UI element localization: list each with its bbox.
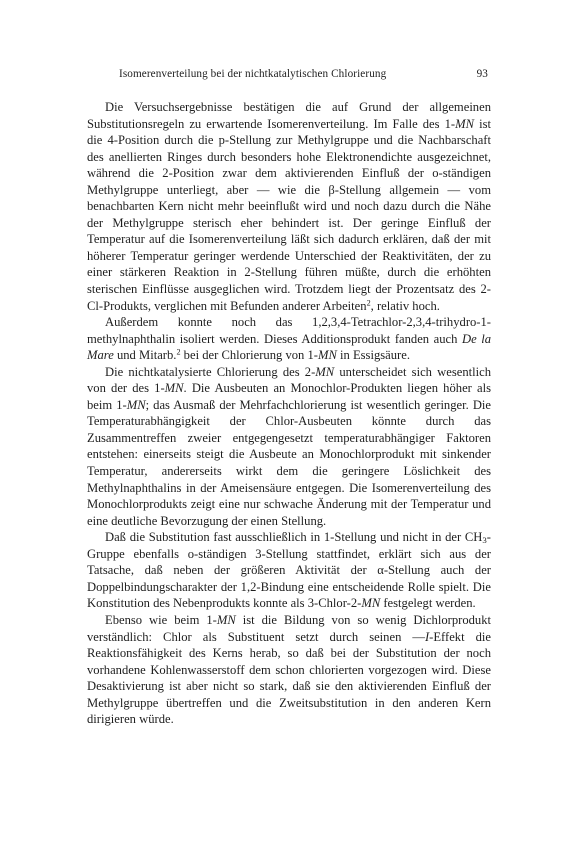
running-header <box>87 68 488 80</box>
text-run: Daß die Substitution fast ausschließlich in 1-Stellung und nicht in der CH <box>105 530 483 545</box>
paragraph <box>87 314 491 364</box>
text-run: ist die 4-Position durch die p-Stellung zur Methylgruppe und die Nachbarschaft des anellierten Ringes durch besonders hohe Elektronendichte ausgezeichnet, während die 2-Position zwar dem aktivierenden Einfluß der o-ständigen Methylgruppe unterliegt, aber — wie die β-Stellung allgemein — vom benachbarten Kern nicht mehr beeinflußt wird und noch dazu durch die Nähe der Methylgruppe sterisch eher behindert ist. Der geringe Einfluß der Temperatur auf die Isomerenverteilung läßt sich dadurch erklären, daß der mit höherer Temperatur geringer werdende Unterschied der Reaktivitäten, der zu einer stärkeren Reaktion in 2-Stellung führen müßte, durch die erhöhten sterischen Einflüsse ausgeglichen wird. Trotzdem liegt der Prozentsatz des 2-Cl-Produkts, verglichen mit Befunden anderer Arbeiten <box>87 116 491 313</box>
paragraph <box>87 529 491 612</box>
text-run: Außerdem konnte noch das 1,2,3,4-Tetrachlor-2,3,4-trihydro-1-methylnaphthalin isoliert werden. Dieses Additionsprodukt fanden auch <box>87 315 491 346</box>
body-text <box>87 99 491 728</box>
italic-term: De la Mare <box>87 331 491 363</box>
text-run: Die nichtkatalysierte Chlorierung des 2- <box>105 364 316 379</box>
running-title: Isomerenverteilung bei der nichtkatalytischen Chlorierung <box>119 68 387 80</box>
italic-term: MN <box>126 397 146 412</box>
italic-term: MN <box>216 612 236 627</box>
text-run: festgelegt werden. <box>380 596 476 611</box>
text-run: -Effekt die Reaktionsfähigkeit des Kerns herab, so daß bei der Substitution der noch vorhandene Kohlenwasserstoff dem schon chlorierten vorgezogen wird. Diese Desaktivierung ist aber nicht so stark, daß sie den aktivierenden Einfluß der Methylgruppe übertreffen und die Zweitsubstitution in den anderen Kern dirigieren würde. <box>87 629 491 727</box>
italic-term: MN <box>315 364 335 379</box>
text-run: bei der Chlorierung von 1- <box>180 348 318 363</box>
text-run: -Gruppe ebenfalls o-ständigen 3-Stellung stattfindet, erklärt sich aus der Tatsache, daß neben der größeren Aktivität der α-Stellung auch der Doppelbindungscharakter der 1,2-Bindung eine entscheidende Rolle spielt. Die Konstitution des Nebenprodukts konnte als 3-Chlor-2- <box>87 530 491 611</box>
text-run: , relativ hoch. <box>370 298 440 313</box>
italic-term: MN <box>361 596 381 611</box>
paragraph <box>87 364 491 529</box>
italic-term: MN <box>455 116 475 131</box>
reference-mark: 2 <box>366 298 371 308</box>
subscript: 3 <box>482 535 487 546</box>
text-run: ; das Ausmaß der Mehrfachchlorierung ist wesentlich geringer. Die Temperaturabhängigkeit der Chlor-Ausbeuten könnte durch das Zusammentreffen zweier entgegengesetzt temperaturabhängiger Faktoren entstehen: einerseits steigt die Ausbeute an Monochlorprodukt mit sinkender Temperatur, andererseits wirkt dem die geringere Löslichkeit des Methylnaphthalins in der Ameisensäure entgegen. Die Isomerenverteilung des Monochlorprodukts zeigt eine nur schwache Änderung mit der Temperatur und eine deutliche Bevorzugung der einen Stellung. <box>87 397 491 528</box>
text-run: und Mitarb. <box>113 348 177 363</box>
italic-term: MN <box>164 381 184 396</box>
paragraph <box>87 612 491 728</box>
reference-mark: 2 <box>176 347 181 357</box>
text-run: . Die Ausbeuten an Monochlor-Produkten liegen höher als beim 1- <box>87 381 491 412</box>
paragraph <box>87 99 491 314</box>
text-run: ist die Bildung von so wenig Dichlorprodukt verständlich: Chlor als Substituent setzt durch seinen — <box>87 612 492 644</box>
italic-term: MN <box>317 348 337 363</box>
text-run: Ebenso wie beim 1- <box>105 612 217 627</box>
page-number: 93 <box>476 68 488 80</box>
italic-term: I <box>424 629 430 644</box>
text-run: Die Versuchsergebnisse bestätigen die auf Grund der allgemeinen Substitutionsregeln zu erwartende Isomerenverteilung. Im Falle des 1- <box>87 100 491 131</box>
text-run: in Essigsäure. <box>336 348 410 363</box>
text-run: unterscheidet sich wesentlich von der des 1- <box>87 364 491 396</box>
